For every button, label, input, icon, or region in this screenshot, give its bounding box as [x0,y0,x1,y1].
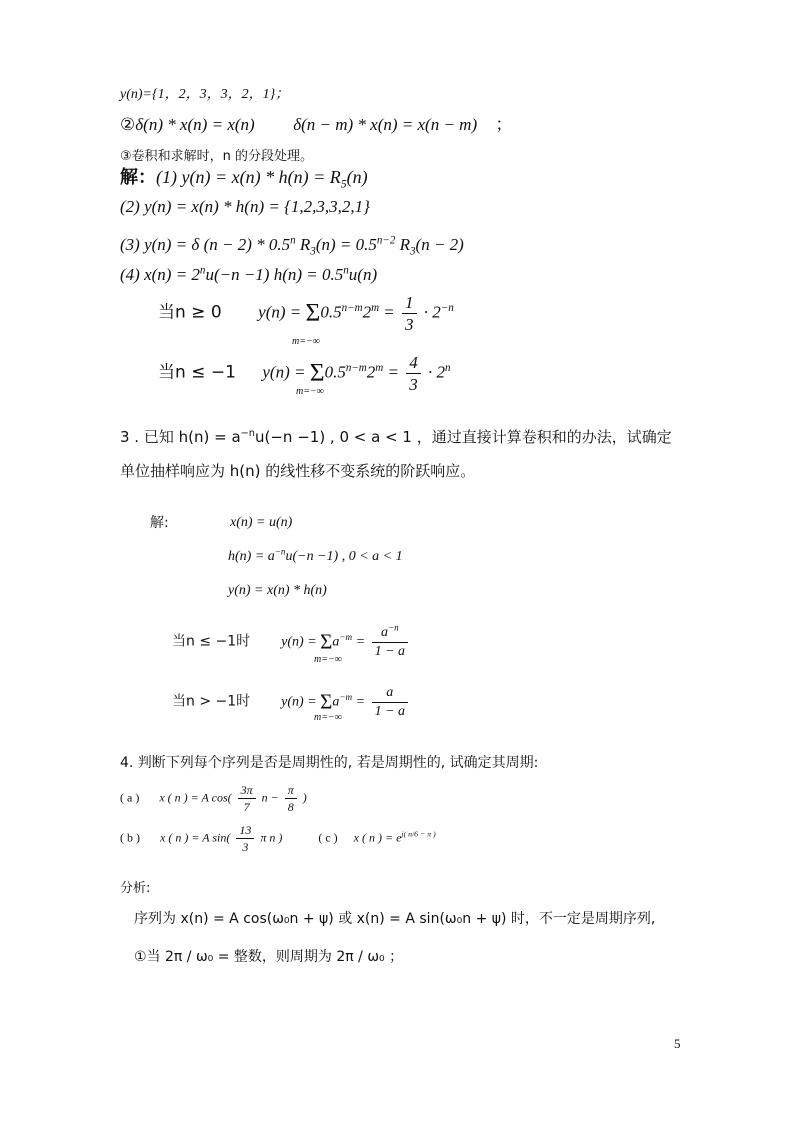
q3-y: y(n) = x(n) * h(n) [228,583,327,598]
sum-limit: m=−∞ [314,654,342,665]
case-n-le-neg1: 当n ≤ −1 $y(n) = \Sigma 0.5^{n-m}2^m$ = $\frac{4}{3}$ · $2^n$ [158,353,451,394]
solution-4: (4) $x(n) = 2^nu(-n -1) h(n) = 0.5^nu(n)$ [120,264,378,284]
solution-1: 解：(1) $y(n) = x(n) * h(n) = R_5(n)$ [120,167,368,191]
q3-h: $h(n) = a^{-n}u(-n -1)$ , 0 < a < 1 [228,546,403,564]
solution-3: (3) y(n) = δ (n − 2) * 0.5$^n$ $R_3(n) = 0.5^{n-2}$ $R_3(n - 2)$ [120,234,464,258]
fraction: $\frac{13}{3}$ [236,824,254,853]
q3-case1: 当n ≤ −1时 $y(n) = \Sigma a^{-m}$ = $\frac{a^{-n}}{1 - a}$ [172,626,411,659]
fraction: $\frac{3\pi}{7}$ [238,784,256,813]
analysis-line: 序列为 x(n) = A cos(ω₀n + ψ) 或 x(n) = A sin(ω₀n + ψ) 时，不一定是周期序列, [134,911,656,927]
sigma-symbol: Σ [305,297,321,327]
piecewise-note: ③卷积和求解时，n 的分段处理。 [120,149,314,164]
page-number: 5 [674,1036,681,1051]
fraction: $\frac{1}{3}$ [402,294,417,333]
fraction: $\frac{a}{1 - a}$ [372,686,408,719]
analysis-case1: ①当 2π / ω₀ = 整数，则周期为 2π / ω₀ ； [134,949,404,965]
sigma-symbol: Σ [320,629,333,654]
solution-2: (2) y(n) = x(n) * h(n) = {1,2,3,3,2,1} [120,197,370,216]
fraction: $\frac{4}{3}$ [406,354,421,393]
q4a: ( a ) x ( n ) = A cos( $\frac{3\pi}{7}$ n − $\frac{\pi}{8}$ ) [120,783,307,814]
fraction: $\frac{\pi}{8}$ [285,784,297,813]
sum-limit: m=−∞ [314,712,342,723]
case-n-ge-0: 当n ≥ 0 $y(n) = \Sigma 0.5^{n-m}2^m$ = $\frac{1}{3}$ · $2^{-n}$ [158,293,454,334]
sum-limit: m=−∞ [296,386,324,397]
q4-title: 4. 判断下列每个序列是否是周期性的, 若是周期性的, 试确定其周期: [120,755,539,771]
q3-x: x(n) = u(n) [230,515,293,530]
q3-statement-line2: 单位抽样响应为 h(n) 的线性移不变系统的阶跃响应。 [120,462,476,480]
sigma-symbol: Σ [320,689,333,714]
analysis-label: 分析: [120,881,151,896]
sum-limit: m=−∞ [292,336,320,347]
y-sequence: y(n)={1，2，3，3，2，1}； [120,87,290,102]
q3-statement-line1: 3 . 已知 $h(n) = a^{-n}u(-n -1)$ , 0 < a < 1 ，通过直接计算卷积和的办法，试确定 [120,428,672,446]
q3-solution-label: 解: [150,515,169,531]
q3-case2: 当n > −1时 $y(n) = \Sigma a^{-m}$ = $\frac{a}{1 - a}$ [172,686,411,719]
shift-rule: ②δ(n) * x(n) = x(n) δ(n − m) * x(n) = x(n − m) ； [120,115,513,134]
fraction: $\frac{a^{-n}}{1 - a}$ [372,626,408,659]
sigma-symbol: Σ [309,357,325,387]
q4b: ( b ) x ( n ) = A sin( $\frac{13}{3}$ π n ) ( c ) x ( n ) = $e^{j( n/6 - \pi )}$ [120,823,436,854]
